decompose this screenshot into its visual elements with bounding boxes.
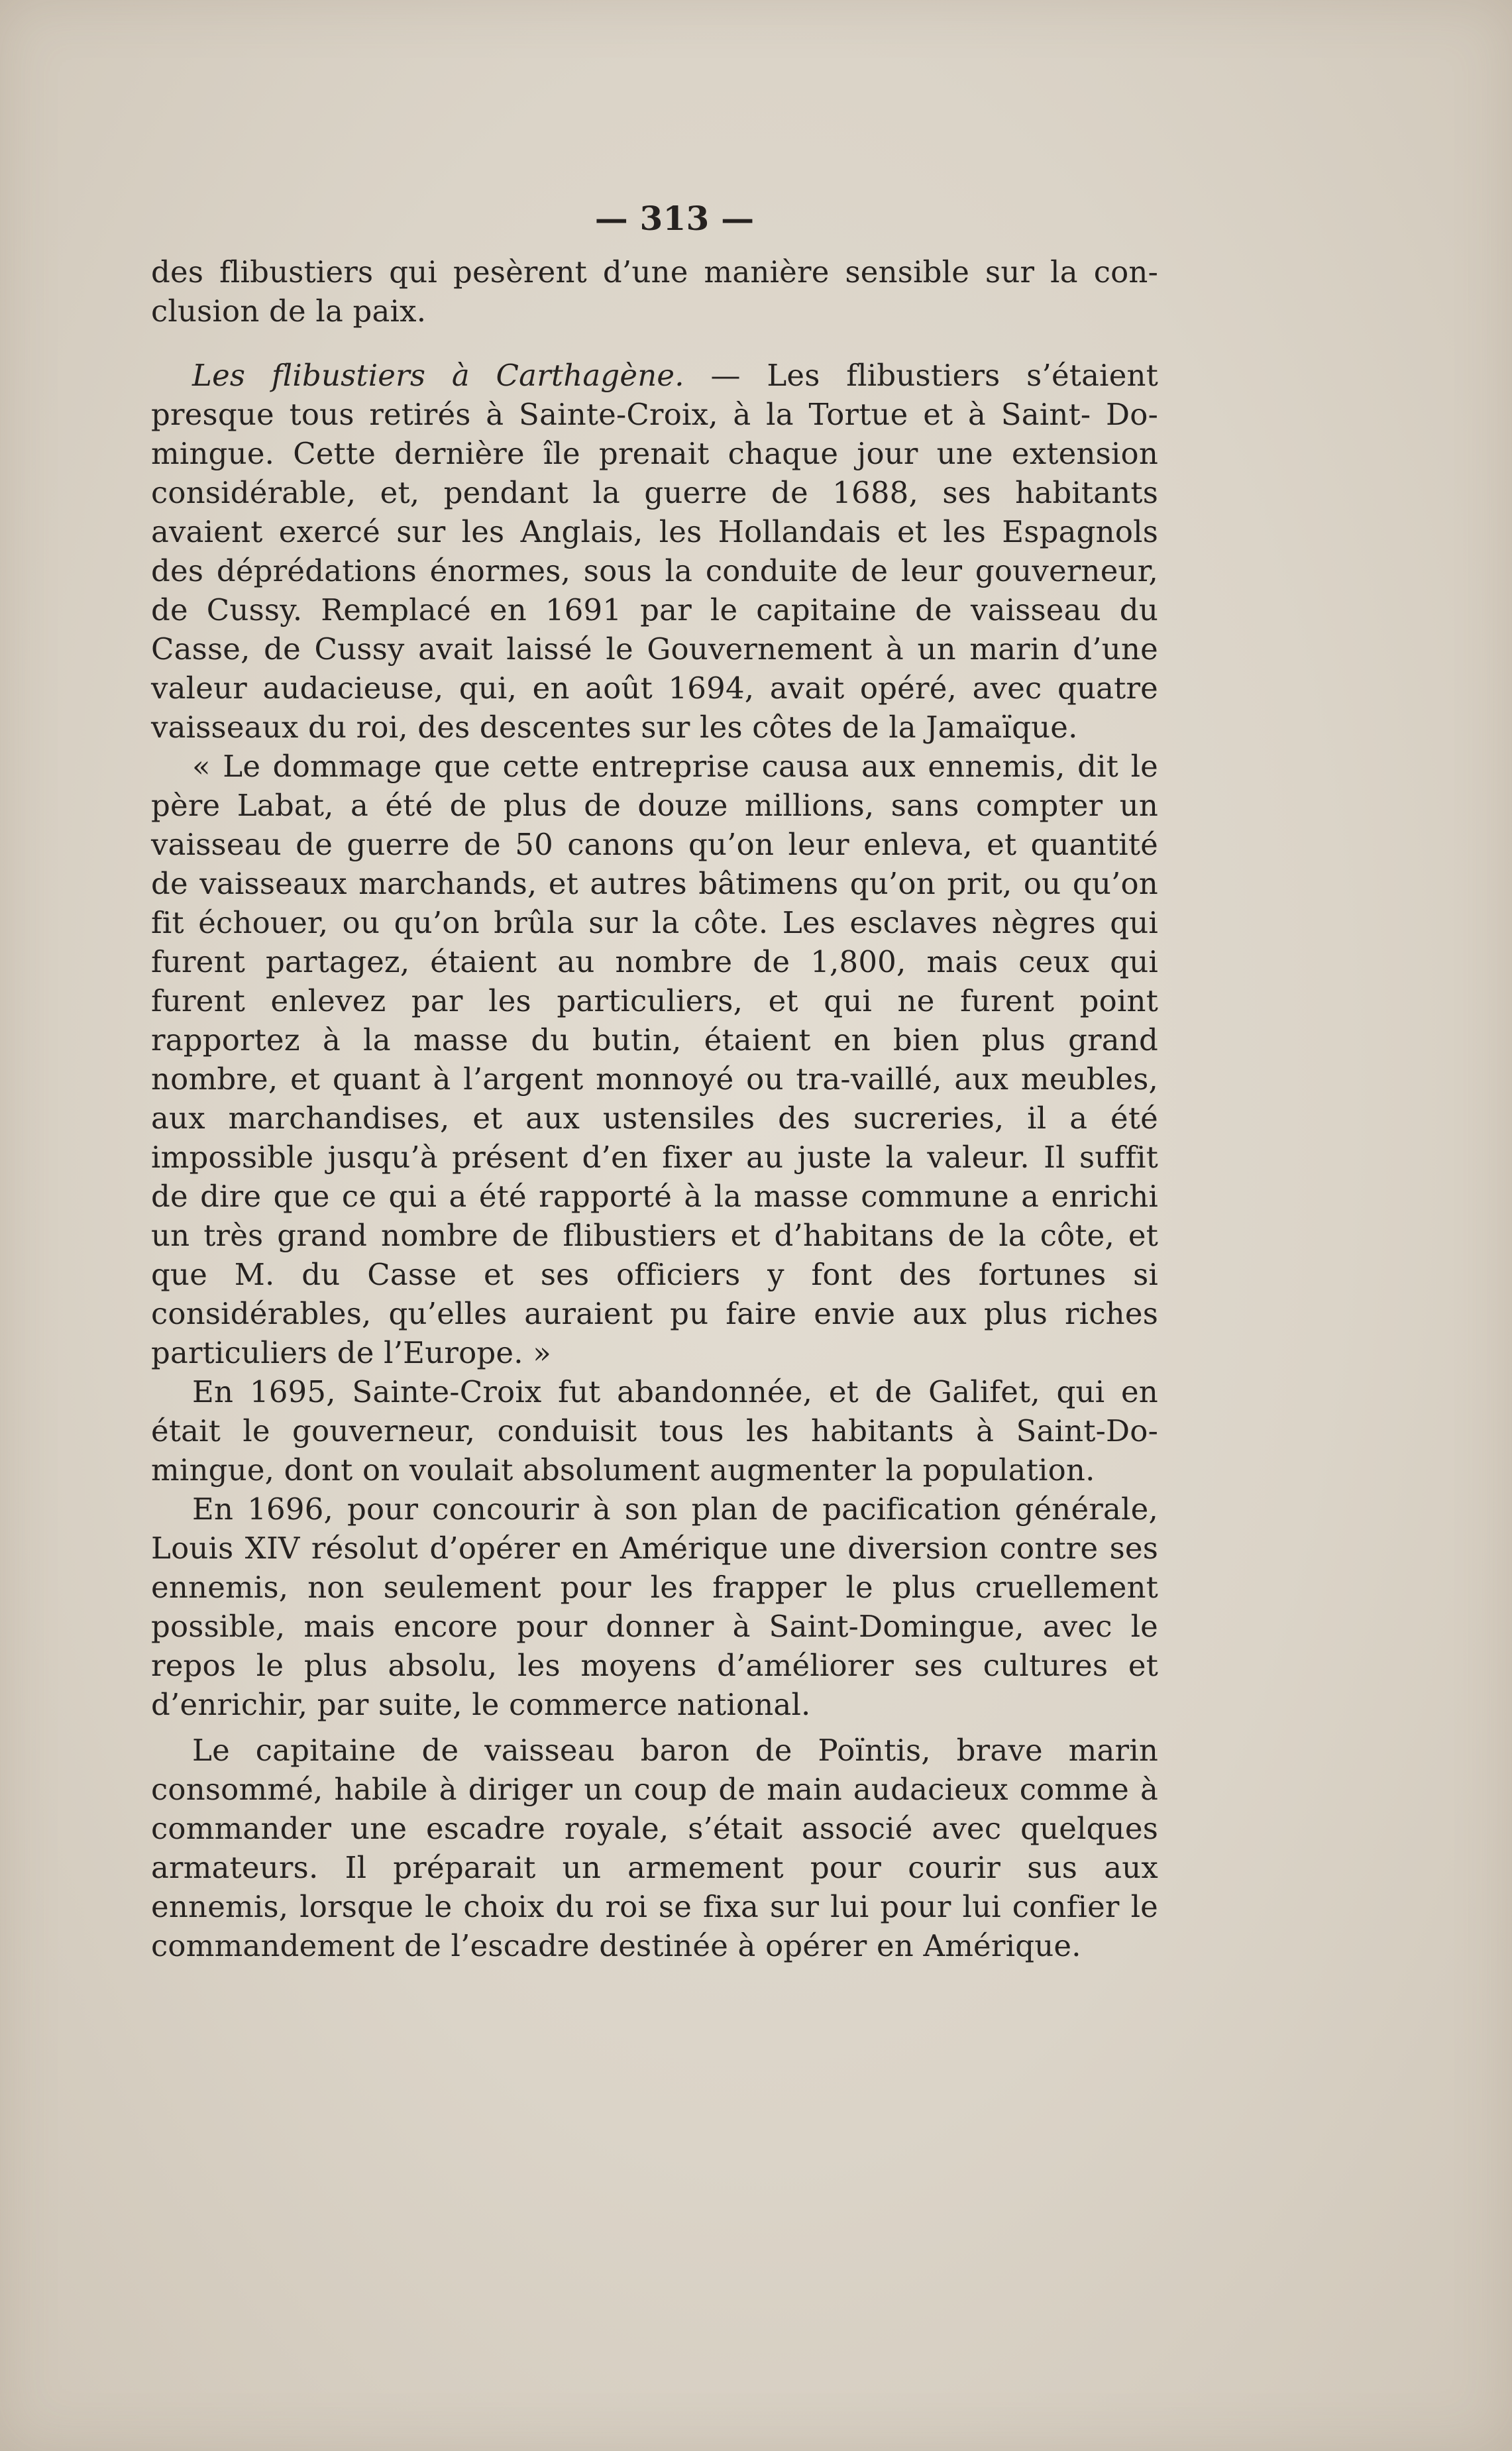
paragraph-2 [151,356,1158,747]
section-heading: Les flibustiers à Carthagène. [192,358,684,393]
paragraph-6 [151,1731,1158,1965]
text-column [151,199,1158,1965]
paragraph-6-text: Le capitaine de vaisseau baron de Poïntis, brave marin consommé, habile à diriger un coup de main audacieux comme à commander une escadre royale, s’était associé avec quelques armateurs. Il préparait un armement pour courir sus aux ennemis, lorsque le choix du roi se fixa sur lui pour lui confier le commandement de l’escadre destinée à opérer en Amérique. [151,1733,1158,1963]
page-number: — 313 — [594,199,755,238]
paragraph-3-text: « Le dommage que cette entreprise causa aux ennemis, dit le père Labat, a été de plus de douze millions, sans compter un vaisseau de guerre de 50 canons qu’on leur enleva, et quantité de vaisseaux marchands, et autres bâtimens qu’on prit, ou qu’on fit échouer, ou qu’on brûla sur la côte. Les esclaves nègres qui furent partagez, étaient au nombre de 1,800, mais ceux qui furent enlevez par les particuliers, et qui ne furent point rapportez à la masse du butin, étaient en bien plus grand nombre, et quant à l’argent monnoyé ou tra-vaillé, aux meubles, aux marchandises, et aux ustensiles des sucreries, il a été impossible jusqu’à présent d’en fixer au juste la valeur. Il suffit de dire que ce qui a été rapporté à la masse commune a enrichi un très grand nombre de flibustiers et d’habitans de la côte, et que M. du Casse et ses officiers y font des fortunes si considérables, qu’elles auraient pu faire envie aux plus riches particuliers de l’Europe. » [151,749,1158,1370]
paragraph-4-text: En 1695, Sainte-Croix fut abandonnée, et de Galifet, qui en était le gouverneur, conduisit tous les habitants à Saint-Do-mingue, dont on voulait absolument augmenter la population. [151,1374,1158,1488]
paragraph-3 [151,747,1158,1372]
paragraph-1-text: des flibustiers qui pesèrent d’une manière sensible sur la con-clusion de la paix. [151,254,1158,329]
paragraph-5 [151,1490,1158,1724]
paragraph-4 [151,1372,1158,1490]
paragraph-5-text: En 1696, pour concourir à son plan de pacification générale, Louis XIV résolut d’opérer en Amérique une diversion contre ses ennemis, non seulement pour les frapper le plus cruellement possible, mais encore pour donner à Saint-Domingue, avec le repos le plus absolu, les moyens d’améliorer ses cultures et d’enrichir, par suite, le commerce national. [151,1492,1158,1722]
paragraph-1 [151,252,1158,331]
paragraph-2-text: — Les flibustiers s’étaient presque tous retirés à Sainte-Croix, à la Tortue et à Saint- Do-mingue. Cette dernière île prenait chaque jour une extension considérable, et, pendant la guerre de 1688, ses habitants avaient exercé sur les Anglais, les Hollandais et les Espagnols des déprédations énormes, sous la conduite de leur gouverneur, de Cussy. Remplacé en 1691 par le capitaine de vaisseau du Casse, de Cussy avait laissé le Gouvernement à un marin d’une valeur audacieuse, qui, en août 1694, avait opéré, avec quatre vaisseaux du roi, des descentes sur les côtes de la Jamaïque. [151,358,1158,745]
